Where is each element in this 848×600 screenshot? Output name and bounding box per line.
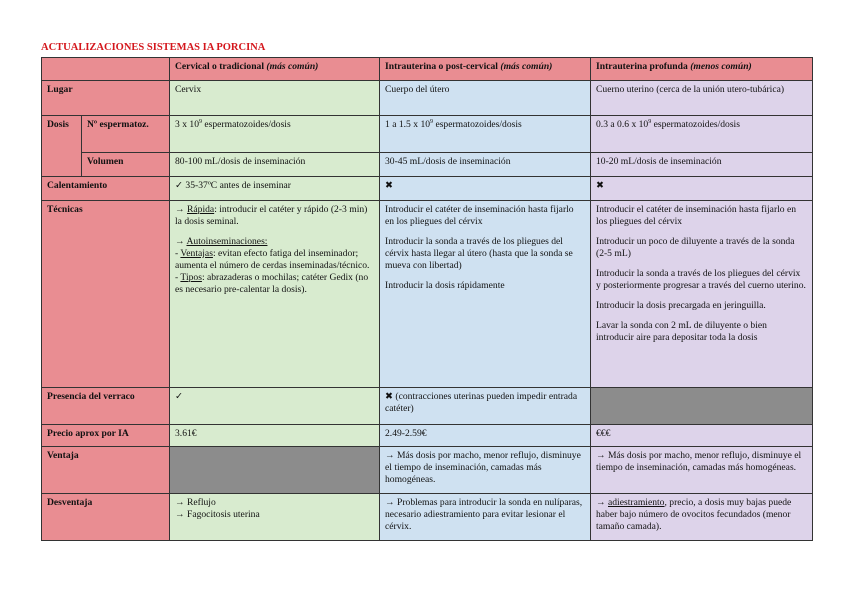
cell-calentamiento-intrauterina: ✖ <box>380 177 591 201</box>
cell-volumen-intrauterina: 30-45 mL/dosis de inseminación <box>380 153 591 177</box>
cell-ventaja-cervical <box>170 447 380 494</box>
cell-ventaja-profunda: → Más dosis por macho, menor reflujo, disminuye el tiempo de inseminación, camadas más homogéneas. <box>591 447 813 494</box>
row-verraco <box>42 388 813 425</box>
row-ventaja <box>42 447 813 494</box>
desventaja-item: → Reflujo <box>175 497 216 508</box>
row-label-esperm: Nº espermatoz. <box>82 116 170 153</box>
row-lugar <box>42 81 813 116</box>
cell-tecnicas-profunda <box>591 201 813 388</box>
cell-esperm-cervical: 3 x $10^9$ espermatozoides/dosis <box>170 116 380 153</box>
cell-verraco-cervical: ✓ <box>170 388 380 425</box>
col-header-cervical: Cervical o tradicional (más común) <box>170 58 380 81</box>
cell-calentamiento-cervical: ✓ 35-37ºC antes de inseminar <box>170 177 380 201</box>
col-header-profunda: Intrauterina profunda (menos común) <box>591 58 813 81</box>
cell-precio-profunda: €€€ <box>591 425 813 447</box>
col-header-intrauterina: Intrauterina o post-cervical (más común) <box>380 58 591 81</box>
tecnica-rapida: → Rápida: introducir el catéter y rápido (2-3 min) la dosis seminal. <box>175 204 368 227</box>
header-corner <box>42 58 170 81</box>
row-desventaja <box>42 494 813 541</box>
row-label-volumen: Volumen <box>82 153 170 177</box>
cell-precio-cervical: 3.61€ <box>170 425 380 447</box>
row-label-precio: Precio aprox por IA <box>42 425 170 447</box>
row-precio <box>42 425 813 447</box>
cell-lugar-profunda: Cuerno uterino (cerca de la unión utero-tubárica) <box>591 81 813 116</box>
row-tecnicas <box>42 201 813 388</box>
tecnica-autoinseminacion: → Autoinseminaciones: - Ventajas: evitan efecto fatiga del inseminador; aumenta el número de cerdas inseminadas/técnico. - Tipos: abrazaderas o mochilas; catéter Gedix (no es necesario pre-calentar la dosis). <box>175 236 370 295</box>
tecnica-step: Introducir el catéter de inseminación hasta fijarlo en los pliegues del cérvix <box>596 204 797 227</box>
cell-desventaja-cervical <box>170 494 380 541</box>
cell-esperm-intrauterina: 1 a 1.5 x $10^9$ espermatozoides/dosis <box>380 116 591 153</box>
row-dosis-volumen <box>42 153 813 177</box>
tecnica-step: Introducir un poco de diluyente a través de la sonda (2-5 mL) <box>596 236 795 259</box>
cell-calentamiento-profunda: ✖ <box>591 177 813 201</box>
cell-verraco-intrauterina: ✖ (contracciones uterinas pueden impedir entrada catéter) <box>380 388 591 425</box>
cell-verraco-profunda <box>591 388 813 425</box>
page-title: ACTUALIZACIONES SISTEMAS IA PORCINA <box>41 42 266 53</box>
cell-tecnicas-cervical <box>170 201 380 388</box>
cell-tecnicas-intrauterina <box>380 201 591 388</box>
row-label-lugar: Lugar <box>42 81 170 116</box>
cell-precio-intrauterina: 2.49-2.59€ <box>380 425 591 447</box>
cell-volumen-cervical: 80-100 mL/dosis de inseminación <box>170 153 380 177</box>
row-label-calentamiento: Calentamiento <box>42 177 170 201</box>
cell-esperm-profunda: 0.3 a 0.6 x $10^9$ espermatozoides/dosis <box>591 116 813 153</box>
cell-lugar-cervical: Cervix <box>170 81 380 116</box>
tecnica-step: Introducir la sonda a través de los pliegues del cérvix hasta llegar al útero (hasta que la sonda se mueva con libertad) <box>385 236 573 271</box>
cell-desventaja-profunda: → adiestramiento, precio, a dosis muy bajas puede haber bajo número de ovocitos fecundados (menor tamaño camada). <box>591 494 813 541</box>
row-dosis-esperm <box>42 116 813 153</box>
row-label-desventaja: Desventaja <box>42 494 170 541</box>
cell-desventaja-intrauterina: → Problemas para introducir la sonda en nulíparas, necesario adiestramiento para evitar lesionar el cérvix. <box>380 494 591 541</box>
row-label-tecnicas: Técnicas <box>42 201 170 388</box>
comparison-table <box>41 57 813 541</box>
tecnica-step: Introducir el catéter de inseminación hasta fijarlo en los pliegues del cérvix <box>385 204 574 227</box>
tecnica-step: Lavar la sonda con 2 mL de diluyente o bien introducir aire para depositar toda la dosis <box>596 320 767 343</box>
row-label-dosis: Dosis <box>42 116 82 177</box>
row-label-ventaja: Ventaja <box>42 447 170 494</box>
cell-ventaja-intrauterina: → Más dosis por macho, menor reflujo, disminuye el tiempo de inseminación, camadas más homogéneas. <box>380 447 591 494</box>
desventaja-item: → Fagocitosis uterina <box>175 509 260 520</box>
cell-lugar-intrauterina: Cuerpo del útero <box>380 81 591 116</box>
tecnica-step: Introducir la dosis rápidamente <box>385 280 505 291</box>
cell-volumen-profunda: 10-20 mL/dosis de inseminación <box>591 153 813 177</box>
table-header-row <box>42 58 813 81</box>
tecnica-step: Introducir la sonda a través de los pliegues del cérvix y posteriormente progresar a través del cuerno uterino. <box>596 268 806 291</box>
tecnica-step: Introducir la dosis precargada en jeringuilla. <box>596 300 766 311</box>
row-label-verraco: Presencia del verraco <box>42 388 170 425</box>
row-calentamiento <box>42 177 813 201</box>
